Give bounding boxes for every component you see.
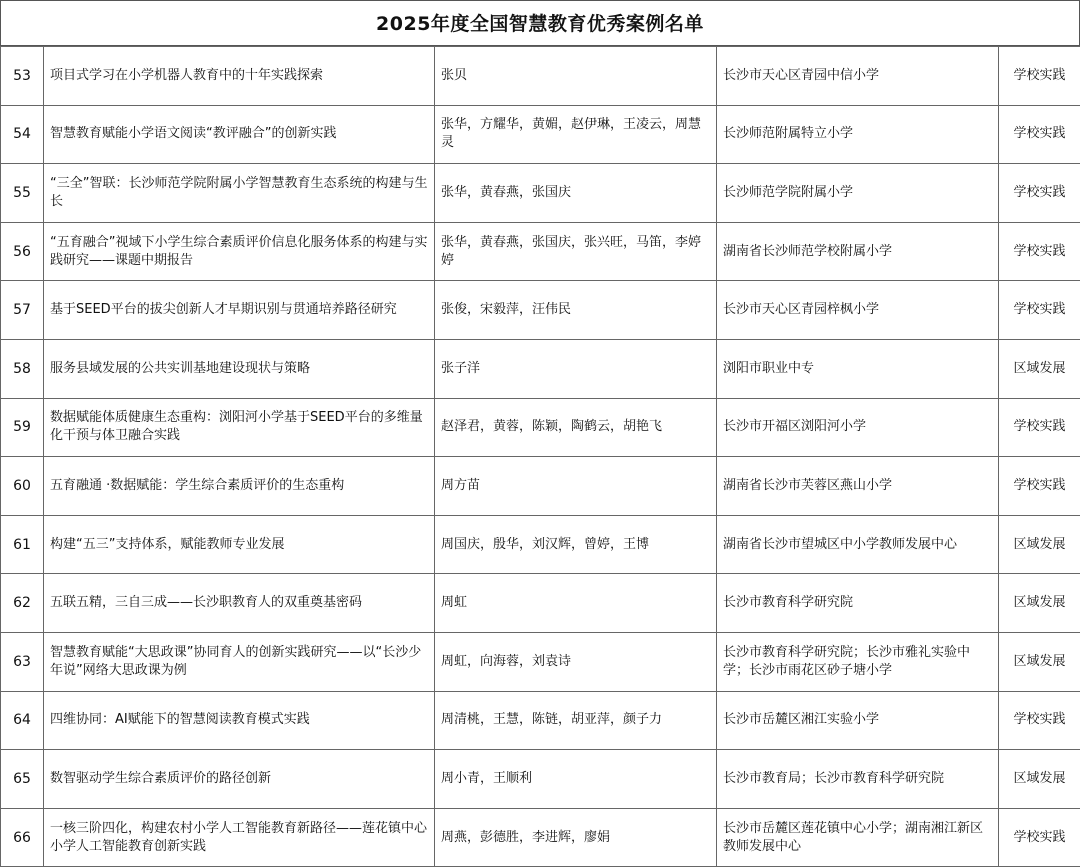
case-authors: 张华，黄春燕，张国庆 (435, 164, 717, 223)
table-row (1, 281, 1080, 340)
case-number: 61 (1, 515, 44, 574)
case-authors: 张子洋 (435, 339, 717, 398)
case-title: 基于SEED平台的拔尖创新人才早期识别与贯通培养路径研究 (44, 281, 435, 340)
case-title: “五育融合”视域下小学生综合素质评价信息化服务体系的构建与实践研究——课题中期报告 (44, 222, 435, 281)
case-type: 区域发展 (999, 632, 1080, 691)
table-row (1, 632, 1080, 691)
case-type: 学校实践 (999, 457, 1080, 516)
case-number: 58 (1, 339, 44, 398)
case-authors: 赵泽君，黄蓉，陈颖，陶鹤云，胡艳飞 (435, 398, 717, 457)
case-unit: 浏阳市职业中专 (717, 339, 999, 398)
case-type: 学校实践 (999, 105, 1080, 164)
case-unit: 长沙市岳麓区湘江实验小学 (717, 691, 999, 750)
case-type: 区域发展 (999, 574, 1080, 633)
table-row (1, 105, 1080, 164)
case-authors: 张贝 (435, 47, 717, 106)
case-unit: 长沙市天心区青园中信小学 (717, 47, 999, 106)
case-title: 数智驱动学生综合素质评价的路径创新 (44, 750, 435, 809)
case-number: 65 (1, 750, 44, 809)
case-authors: 周国庆，殷华，刘汉辉，曾婷，王博 (435, 515, 717, 574)
table-row (1, 808, 1080, 867)
case-unit: 长沙市教育科学研究院 (717, 574, 999, 633)
case-unit: 湖南省长沙师范学校附属小学 (717, 222, 999, 281)
case-type: 学校实践 (999, 691, 1080, 750)
case-type: 区域发展 (999, 515, 1080, 574)
table-row (1, 515, 1080, 574)
case-authors: 周清桃，王慧，陈链，胡亚萍，颜子力 (435, 691, 717, 750)
case-unit: 长沙市天心区青园梓枫小学 (717, 281, 999, 340)
case-authors: 周燕，彭德胜，李进辉，廖娟 (435, 808, 717, 867)
case-type: 学校实践 (999, 222, 1080, 281)
case-authors: 张华，方耀华，黄媚，赵伊琳，王凌云，周慧灵 (435, 105, 717, 164)
case-list-table (0, 46, 1080, 867)
case-number: 55 (1, 164, 44, 223)
case-authors: 周虹，向海蓉，刘袁诗 (435, 632, 717, 691)
case-type: 区域发展 (999, 750, 1080, 809)
case-type: 区域发展 (999, 339, 1080, 398)
case-unit: 长沙市开福区浏阳河小学 (717, 398, 999, 457)
case-number: 57 (1, 281, 44, 340)
case-title: 数据赋能体质健康生态重构：浏阳河小学基于SEED平台的多维量化干预与体卫融合实践 (44, 398, 435, 457)
case-unit: 长沙市教育科学研究院；长沙市雅礼实验中学；长沙市雨花区砂子塘小学 (717, 632, 999, 691)
case-number: 64 (1, 691, 44, 750)
case-unit: 湖南省长沙市望城区中小学教师发展中心 (717, 515, 999, 574)
table-row (1, 457, 1080, 516)
case-type: 学校实践 (999, 398, 1080, 457)
case-title: 智慧教育赋能“大思政课”协同育人的创新实践研究——以“长沙少年说”网络大思政课为例 (44, 632, 435, 691)
case-unit: 长沙市教育局；长沙市教育科学研究院 (717, 750, 999, 809)
table-row (1, 574, 1080, 633)
case-title: 项目式学习在小学机器人教育中的十年实践探索 (44, 47, 435, 106)
case-unit: 长沙市岳麓区莲花镇中心小学；湖南湘江新区教师发展中心 (717, 808, 999, 867)
case-authors: 周方苗 (435, 457, 717, 516)
case-type: 学校实践 (999, 808, 1080, 867)
case-title: “三全”智联：长沙师范学院附属小学智慧教育生态系统的构建与生长 (44, 164, 435, 223)
case-authors: 周小青，王顺利 (435, 750, 717, 809)
case-authors: 周虹 (435, 574, 717, 633)
case-number: 60 (1, 457, 44, 516)
case-number: 53 (1, 47, 44, 106)
case-number: 54 (1, 105, 44, 164)
case-title: 一核三阶四化，构建农村小学人工智能教育新路径——莲花镇中心小学人工智能教育创新实践 (44, 808, 435, 867)
table-row (1, 222, 1080, 281)
case-unit: 湖南省长沙市芙蓉区燕山小学 (717, 457, 999, 516)
case-number: 62 (1, 574, 44, 633)
case-title: 智慧教育赋能小学语文阅读“教评融合”的创新实践 (44, 105, 435, 164)
case-title: 四维协同：AI赋能下的智慧阅读教育模式实践 (44, 691, 435, 750)
case-unit: 长沙师范附属特立小学 (717, 105, 999, 164)
case-unit: 长沙师范学院附属小学 (717, 164, 999, 223)
case-type: 学校实践 (999, 47, 1080, 106)
table-row (1, 164, 1080, 223)
table-row (1, 750, 1080, 809)
case-type: 学校实践 (999, 281, 1080, 340)
case-number: 63 (1, 632, 44, 691)
case-authors: 张华，黄春燕，张国庆，张兴旺，马笛，李婷婷 (435, 222, 717, 281)
case-authors: 张俊，宋毅萍，汪伟民 (435, 281, 717, 340)
table-row (1, 691, 1080, 750)
table-row (1, 398, 1080, 457)
case-number: 66 (1, 808, 44, 867)
table-row (1, 47, 1080, 106)
case-title: 五联五精，三自三成——长沙职教育人的双重奠基密码 (44, 574, 435, 633)
case-number: 59 (1, 398, 44, 457)
table-row (1, 339, 1080, 398)
case-title: 服务县域发展的公共实训基地建设现状与策略 (44, 339, 435, 398)
case-number: 56 (1, 222, 44, 281)
case-title: 构建“五三”支持体系，赋能教师专业发展 (44, 515, 435, 574)
case-title: 五育融通 ·数据赋能：学生综合素质评价的生态重构 (44, 457, 435, 516)
case-type: 学校实践 (999, 164, 1080, 223)
list-title: 2025年度全国智慧教育优秀案例名单 (0, 0, 1080, 46)
